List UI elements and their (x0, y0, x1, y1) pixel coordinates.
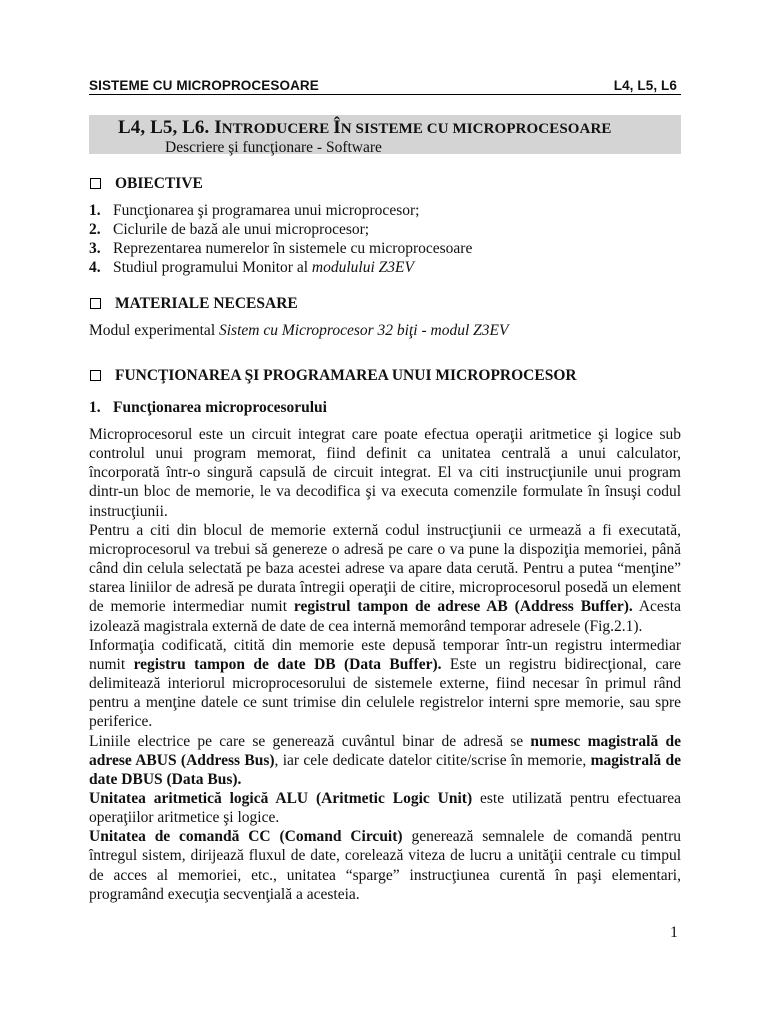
subsection-heading: 1. Funcţionarea microprocesorului (89, 399, 327, 416)
checkbox-square-icon (90, 178, 101, 189)
page-number: 1 (670, 924, 678, 941)
section-heading-functioning: FUNCŢIONAREA ŞI PROGRAMAREA UNUI MICROPROCESOR (89, 367, 681, 385)
header-lab-numbers: L4, L5, L6 (613, 78, 677, 93)
list-item: 1. Funcţionarea şi programarea unui microprocesor; (89, 202, 420, 219)
objectives-list (89, 201, 681, 277)
materials-text: Modul experimental Sistem cu Microprocesor 32 biţi - modul Z3EV (89, 322, 509, 339)
section-heading-objectives: OBIECTIVE (89, 175, 681, 193)
list-item: 3. Reprezentarea numerelor în sistemele cu microprocesoare (89, 240, 473, 257)
list-item: 2. Ciclurile de bază ale unui microprocesor; (89, 221, 370, 238)
paragraph: Pentru a citi din blocul de memorie externă codul instrucţiunii ce urmează a fi executată, microprocesorul va trebui să genereze o adresă pe care o va pune la dispoziţia memoriei, până când din celula selectată pe baza acestei adrese va apare data cerută. Pentru a putea “menţine” starea liniilor de adresă pe durata întregii operaţii de citire, microprocesorul posedă un element de memorie intermediar numit registrul tampon de adrese AB (Address Buffer). Acesta izolează magistrala externă de date de cea internă memorând temporar adresele (Fig.2.1). (89, 521, 681, 635)
checkbox-square-icon (90, 298, 101, 309)
page-subtitle: Descriere şi funcţionare - Software (165, 139, 382, 156)
paragraph: Unitatea de comandă CC (Comand Circuit) generează semnalele de comandă pentru întregul sistem, dirijează fluxul de date, corelează viteza de lucru a unităţii centrale cu timpul de acces al memoriei, etc., unitatea “sparge” instrucţiunea curentă în paşi elementari, programând execuţia secvenţială a acesteia. (89, 828, 681, 903)
title-box (89, 115, 681, 154)
checkbox-square-icon (90, 370, 101, 381)
running-header (89, 78, 681, 95)
body-text (89, 425, 681, 904)
paragraph: Informaţia codificată, citită din memorie este depusă temporar într-un registru intermediar numit registru tampon de date DB (Data Buffer). Este un registru bidirecţional, care delimitează interiorul microprocesorului de sistemele externe, fiind necesar în primul rând pentru a menţine datele ce sunt trimise din celulele registrelor interni spre memorie, sau spre periferice. (89, 636, 681, 731)
section-heading-materials: MATERIALE NECESARE (89, 295, 681, 313)
paragraph: Unitatea aritmetică logică ALU (Aritmetic Logic Unit) este utilizată pentru efectuarea operaţiilor aritmetice şi logice. (89, 789, 681, 827)
paragraph: Liniile electrice pe care se generează cuvântul binar de adresă se numesc magistrală de adrese ABUS (Address Bus), iar cele dedicate datelor citite/scrise în memorie, magistrală de date DBUS (Data Bus). (89, 732, 682, 788)
document-page (89, 78, 681, 904)
page-title: L4, L5, L6. INTRODUCERE ÎN SISTEME CU MICROPROCESOARE (118, 117, 612, 138)
header-course-title: SISTEME CU MICROPROCESOARE (89, 78, 319, 93)
list-item: 4. Studiul programului Monitor al modulului Z3EV (89, 259, 414, 276)
paragraph: Microprocesorul este un circuit integrat care poate efectua operaţii aritmetice şi logice sub controlul unui program memorat, fiind definit ca unitatea centrală a unui calculator, încorporată într-o singură capsulă de circuit integrat. El va citi instrucţiunile unui program dintr-un bloc de memorie, le va decodifica şi va executa comenzile formulate în însuşi codul instrucţiunii. (89, 426, 681, 520)
